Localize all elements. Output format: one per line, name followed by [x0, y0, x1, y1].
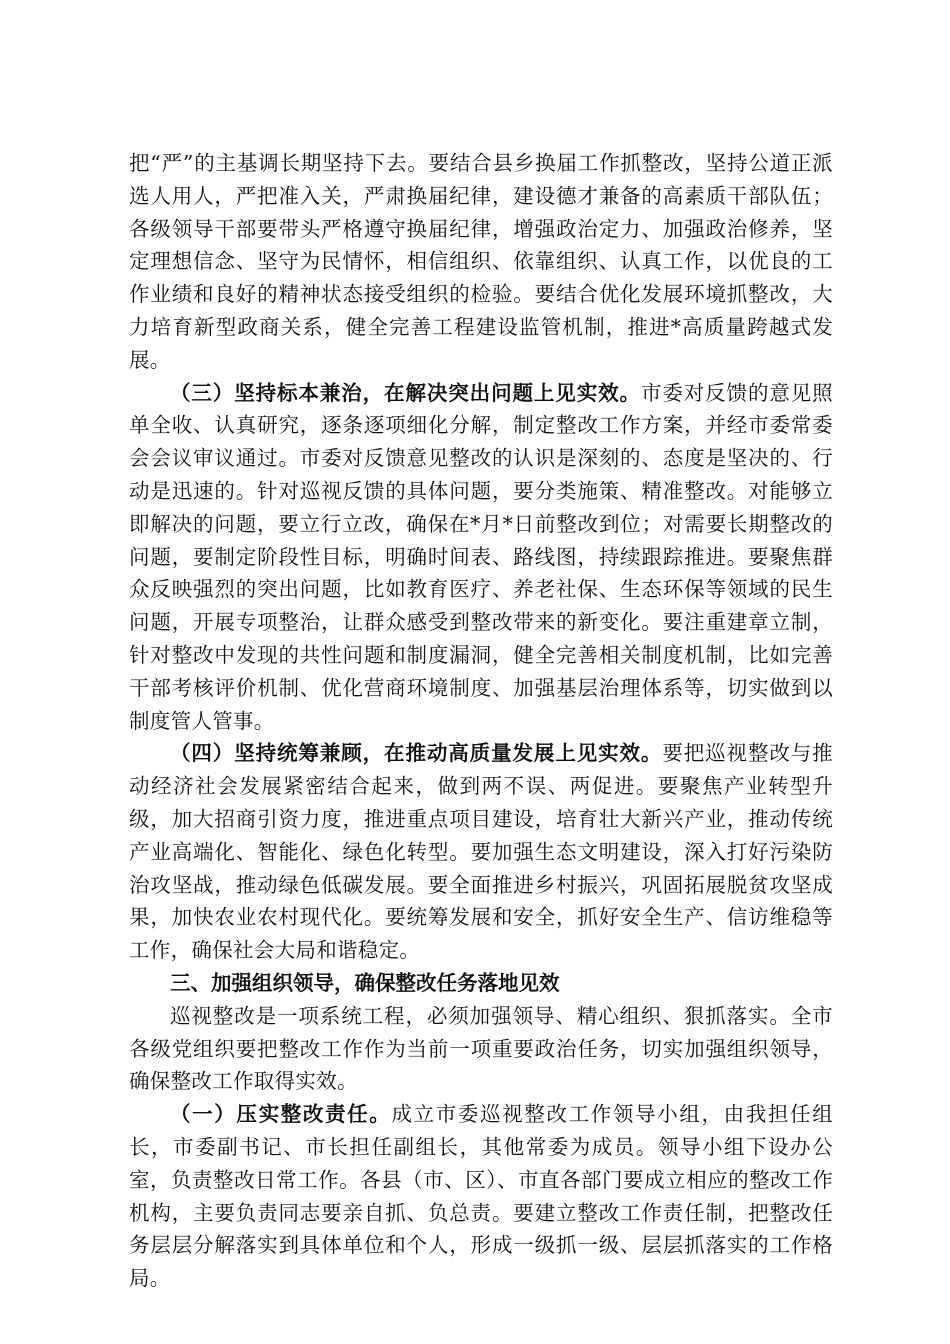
paragraph-intro — [129, 1000, 833, 1098]
paragraph-text: 成立市委巡视整改工作领导小组，由我担任组长，市委副书记、市长担任副组长，其他常委为成员。领导小组下设办公室，负责整改日常工作。各县（市、区）、市直各部门要成立相应的整改工作机构，主要负责同志要亲自抓、负总责。要建立整改工作责任制，把整改任务层层分解落实到具体单位和个人，形成一级抓一级、层层抓落实的工作格局。 — [129, 1102, 834, 1291]
paragraph-lead-heading: （三）坚持标本兼治，在解决突出问题上见实效。 — [170, 380, 641, 405]
section-heading: 三、加强组织领导，确保整改任务落地见效 — [170, 970, 560, 995]
paragraph-continuation — [129, 147, 833, 377]
paragraph-subsection-one — [129, 1098, 833, 1295]
paragraph-text: 市委对反馈的意见照单全收、认真研究，逐条逐项细化分解，制定整改工作方案，并经市委常委会会议审议通过。市委对反馈意见整改的认识是深刻的、态度是坚决的、行动是迅速的。针对巡视反馈的具体问题，要分类施策、精准整改。对能够立即解决的问题，要立行立改，确保在*月*日前整改到位；对需要长期整改的问题，要制定阶段性目标，明确时间表、路线图，持续跟踪推进。要聚焦群众反映强烈的突出问题，比如教育医疗、养老社保、生态环保等领域的民生问题，开展专项整治，让群众感受到整改带来的新变化。要注重建章立制，针对整改中发现的共性问题和制度漏洞，健全完善相关制度机制，比如完善干部考核评价机制、优化营商环境制度、加强基层治理体系等，切实做到以制度管人管事。 — [129, 380, 833, 733]
document-body — [129, 147, 833, 1295]
paragraph-section-three — [129, 377, 833, 738]
paragraph-text: 要把巡视整改与推动经济社会发展紧密结合起来，做到两不误、两促进。要聚焦产业转型升级，加大招商引资力度，推进重点项目建设，培育壮大新兴产业，推动传统产业高端化、智能化、绿色化转型。要加强生态文明建设，深入打好污染防治攻坚战，推动绿色低碳发展。要全面推进乡村振兴，巩固拓展脱贫攻坚成果，加快农业农村现代化。要统筹发展和安全，抓好安全生产、信访维稳等工作，确保社会大局和谐稳定。 — [129, 741, 833, 963]
paragraph-lead-heading: （一）压实整改责任。 — [170, 1102, 392, 1127]
paragraph-text: 把“严”的主基调长期坚持下去。要结合县乡换届工作抓整改，坚持公道正派选人用人，严把准入关，严肃换届纪律，建设德才兼备的高素质干部队伍；各级领导干部要带头严格遵守换届纪律，增强政治定力、加强政治修养，坚定理想信念、坚守为民情怀，相信组织、依靠组织、认真工作，以优良的工作业绩和良好的精神状态接受组织的检验。要结合优化发展环境抓整改，大力培育新型政商关系，健全完善工程建设监管机制，推进*高质量跨越式发展。 — [129, 151, 833, 372]
paragraph-text: 巡视整改是一项系统工程，必须加强领导、精心组织、狠抓落实。全市各级党组织要把整改工作作为当前一项重要政治任务，切实加强组织领导，确保整改工作取得实效。 — [129, 1003, 833, 1094]
paragraph-section-four — [129, 737, 833, 967]
paragraph-lead-heading: （四）坚持统筹兼顾，在推动高质量发展上见实效。 — [170, 741, 663, 766]
